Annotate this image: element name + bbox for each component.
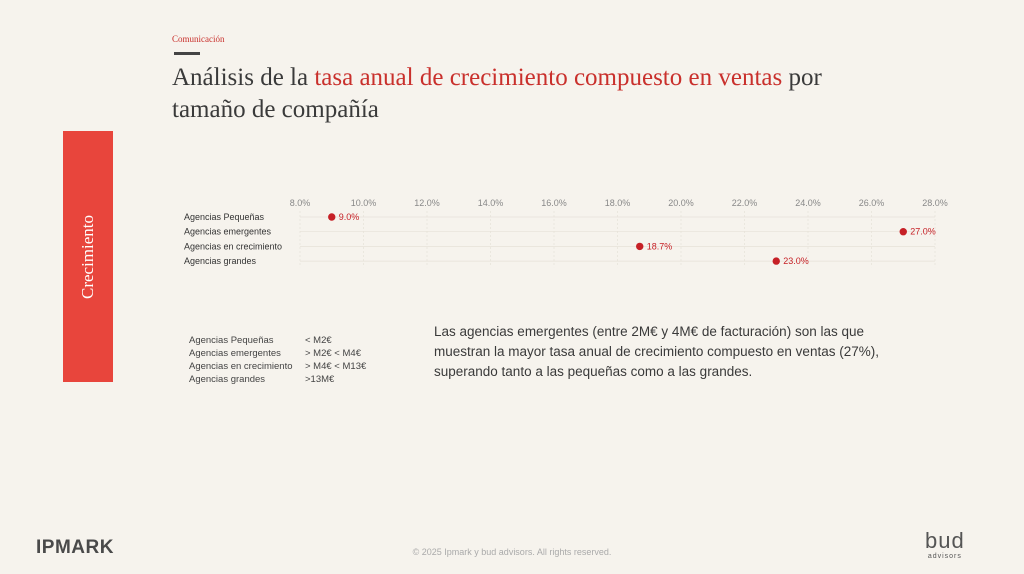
ipmark-logo: IPMARK xyxy=(36,537,114,558)
title-highlight: tasa anual de crecimiento compuesto en ventas xyxy=(314,64,783,91)
bud-logo-text: bud xyxy=(925,528,965,553)
legend-range: > M4€ < M13€ xyxy=(305,361,367,372)
data-label: 23.0% xyxy=(783,256,809,267)
x-tick-label: 10.0% xyxy=(350,198,377,208)
x-tick-label: 24.0% xyxy=(795,198,821,208)
data-label: 18.7% xyxy=(646,241,673,252)
legend-range: > M2€ < M4€ xyxy=(305,348,361,359)
x-tick-label: 20.0% xyxy=(668,198,694,208)
title-prefix: Análisis de la xyxy=(172,64,315,91)
x-tick-label: 16.0% xyxy=(541,198,567,208)
copyright-text: © 2025 Ipmark y bud advisors. All rights reserved. xyxy=(412,547,612,557)
legend-name: Agencias en crecimiento xyxy=(189,361,293,372)
category-label: Agencias en crecimiento xyxy=(184,241,283,252)
x-tick-label: 14.0% xyxy=(477,198,504,208)
x-tick-label: 18.0% xyxy=(604,198,631,208)
x-tick-label: 28.0% xyxy=(922,198,948,208)
x-tick-label: 22.0% xyxy=(731,198,758,208)
x-tick-label: 12.0% xyxy=(414,198,440,208)
data-point xyxy=(900,228,907,235)
data-point xyxy=(328,213,335,220)
description-text: Las agencias emergentes (entre 2M€ y 4M€ de facturación) son las que muestran la mayor tasa anual de crecimiento compuesto en ventas (27%), superando tanto a las pequeñas como a las grandes. xyxy=(434,324,879,379)
legend-row xyxy=(189,347,366,360)
data-point xyxy=(636,243,643,250)
category-label: Agencias grandes xyxy=(184,256,257,267)
legend-range: < M2€ xyxy=(305,335,332,346)
title-suffix: por tamaño de compañía xyxy=(172,64,822,123)
legend-range: >13M€ xyxy=(305,374,335,385)
legend-name: Agencias emergentes xyxy=(189,348,281,359)
data-label: 9.0% xyxy=(338,212,360,222)
size-legend xyxy=(189,334,366,386)
legend-row xyxy=(189,373,366,386)
legend-name: Agencias Pequeñas xyxy=(189,335,274,346)
data-point xyxy=(773,257,780,264)
legend-name: Agencias grandes xyxy=(189,374,266,385)
x-tick-label: 8.0% xyxy=(289,198,311,208)
data-label: 27.0% xyxy=(910,226,936,237)
bud-advisors-logo xyxy=(925,530,965,560)
category-label: Agencias Pequeñas xyxy=(184,212,265,222)
category-label: Agencias emergentes xyxy=(184,226,272,237)
side-label: Crecimiento xyxy=(78,214,97,299)
bud-logo-subtext: advisors xyxy=(927,553,962,560)
section-label: Comunicación xyxy=(172,34,225,44)
legend-row xyxy=(189,334,366,347)
legend-row xyxy=(189,360,366,373)
x-tick-label: 26.0% xyxy=(858,198,885,208)
